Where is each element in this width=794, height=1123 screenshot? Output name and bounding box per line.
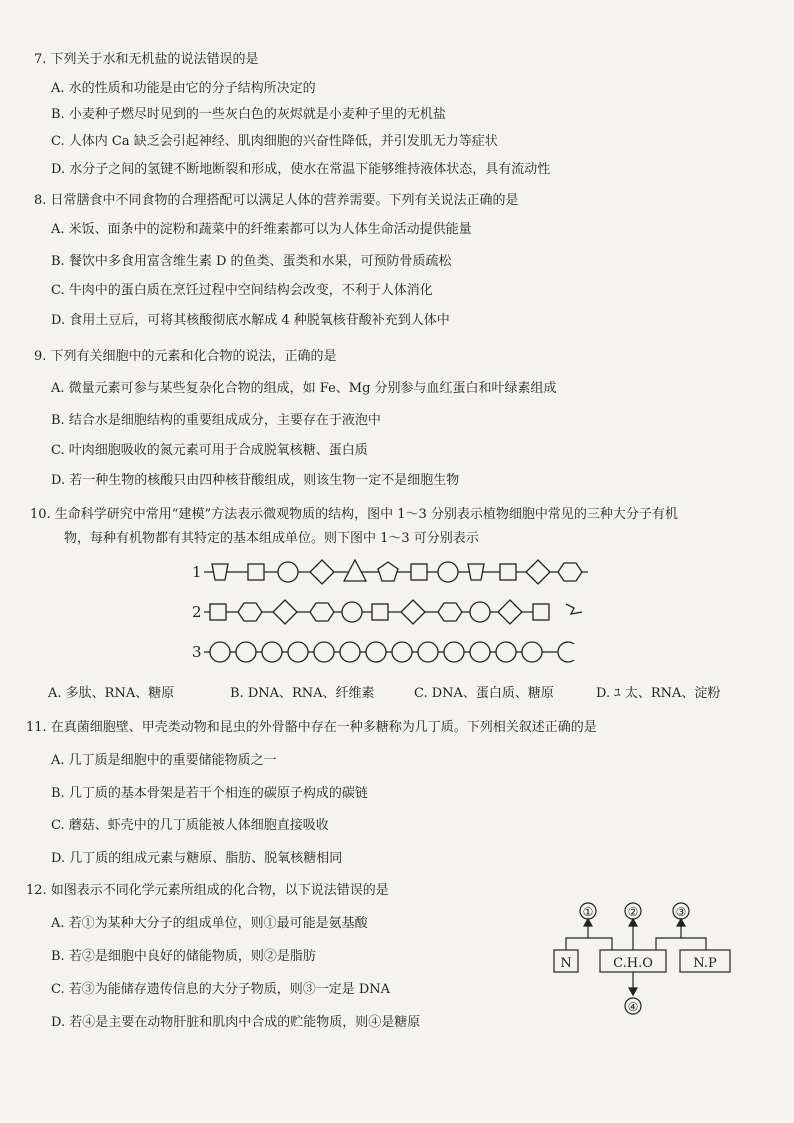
chain-row-label-1: 1 — [192, 563, 202, 581]
compound-1-label: ① — [582, 905, 594, 919]
compound-2-label: ② — [627, 905, 639, 919]
q10-stem-line2: 物，每种有机物都有其特定的基本组成单位。则下图中 1～3 可分别表示 — [64, 531, 479, 546]
q7-option-a: A. 水的性质和功能是由它的分子结构所决定的 — [51, 81, 316, 96]
q8-option-d: D. 食用土豆后，可将其核酸彻底水解成 4 种脱氧核苷酸补充到人体中 — [51, 313, 450, 328]
box-cho-label: C.H.O — [613, 956, 653, 971]
element-compound-diagram — [550, 902, 740, 1022]
monomer-chain-diagram — [190, 556, 610, 674]
q8-option-a: A. 米饭、面条中的淀粉和蔬菜中的纤维素都可以为人体生命活动提供能量 — [51, 222, 472, 237]
q12-option-a: A. 若①为某种大分子的组成单位，则①最可能是氨基酸 — [51, 916, 368, 931]
q9-option-b: B. 结合水是细胞结构的重要组成成分，主要存在于液泡中 — [51, 413, 381, 428]
q10-option-c: C. DNA、蛋白质、糖原 — [414, 686, 554, 701]
q8-option-b: B. 餐饮中多食用富含维生素 D 的鱼类、蛋类和水果，可预防骨质疏松 — [51, 254, 452, 269]
q7-option-b: B. 小麦种子燃尽时见到的一些灰白色的灰烬就是小麦种子里的无机盐 — [51, 107, 446, 122]
q9-option-c: C. 叶肉细胞吸收的氮元素可用于合成脱氧核糖、蛋白质 — [51, 443, 368, 458]
q12-option-d: D. 若④是主要在动物肝脏和肌肉中合成的贮能物质，则④是糖原 — [51, 1015, 421, 1030]
q7-stem: 7. 下列关于水和无机盐的说法错误的是 — [34, 52, 259, 67]
q10-option-b: B. DNA、RNA、纤维素 — [230, 686, 375, 701]
q11-option-a: A. 几丁质是细胞中的重要储能物质之一 — [51, 753, 277, 768]
q11-option-c: C. 蘑菇、虾壳中的几丁质能被人体细胞直接吸收 — [51, 818, 329, 833]
compound-4-label: ④ — [627, 1000, 639, 1014]
compound-3-label: ③ — [675, 905, 687, 919]
q12-stem: 12. 如图表示不同化学元素所组成的化合物，以下说法错误的是 — [26, 883, 389, 898]
q10-stem-line1: 10. 生命科学研究中常用“建模”方法表示微观物质的结构，图中 1～3 分别表示植物细胞中常见的三种大分子有机 — [30, 507, 678, 522]
box-n-label: N — [560, 956, 572, 971]
chain-row-label-2: 2 — [192, 603, 202, 621]
q11-stem: 11. 在真菌细胞壁、甲壳类动物和昆虫的外骨骼中存在一种多糖称为几丁质。下列相关叙述正确的是 — [26, 720, 597, 735]
q10-option-a: A. 多肽、RNA、糖原 — [48, 686, 175, 701]
q10-option-d: D. ﾕ 太、RNA、淀粉 — [596, 686, 721, 701]
box-np-label: N.P — [693, 956, 717, 971]
q7-option-d: D. 水分子之间的氢键不断地断裂和形成，使水在常温下能够维持液体状态，具有流动性 — [51, 162, 551, 177]
q9-stem: 9. 下列有关细胞中的元素和化合物的说法，正确的是 — [34, 349, 337, 364]
q12-option-c: C. 若③为能储存遗传信息的大分子物质，则③一定是 DNA — [51, 982, 391, 997]
q9-option-d: D. 若一种生物的核酸只由四种核苷酸组成，则该生物一定不是细胞生物 — [51, 473, 460, 488]
q8-option-c: C. 牛肉中的蛋白质在烹饪过程中空间结构会改变，不利于人体消化 — [51, 283, 433, 298]
q8-stem: 8. 日常膳食中不同食物的合理搭配可以满足人体的营养需要。下列有关说法正确的是 — [34, 193, 519, 208]
chain-row-1 — [204, 560, 588, 584]
chain-row-3 — [204, 642, 574, 662]
q11-option-d: D. 几丁质的组成元素与糖原、脂肪、脱氧核糖相同 — [51, 851, 343, 866]
chain-row-2 — [204, 600, 582, 624]
q12-option-b: B. 若②是细胞中良好的储能物质，则②是脂肪 — [51, 949, 316, 964]
q11-option-b: B. 几丁质的基本骨架是若干个相连的碳原子构成的碳链 — [51, 786, 368, 801]
q9-option-a: A. 微量元素可参与某些复杂化合物的组成，如 Fe、Mg 分别参与血红蛋白和叶绿素组成 — [51, 381, 557, 396]
q7-option-c: C. 人体内 Ca 缺乏会引起神经、肌肉细胞的兴奋性降低，并引发肌无力等症状 — [51, 134, 498, 149]
chain-row-label-3: 3 — [192, 643, 202, 661]
